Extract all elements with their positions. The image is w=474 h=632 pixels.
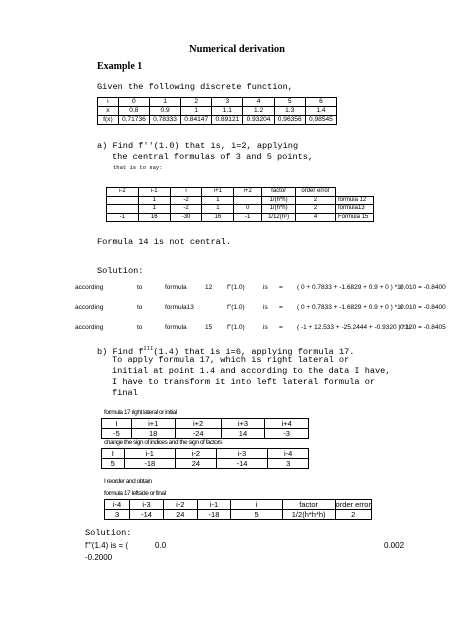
calc-g: = <box>279 304 283 311</box>
calc-f: is <box>263 284 268 291</box>
part-b-text-b: (1.4) that is i=6, applying formula 17. <box>153 346 355 357</box>
table-cell: Formula 15 <box>335 213 373 222</box>
table-cell: 0.78333 <box>149 116 180 125</box>
table-row <box>107 205 374 214</box>
table-cell: -18 <box>124 459 176 469</box>
part-a-line2: the central formulas of 3 and 5 points, <box>112 152 314 162</box>
table-cell: -14 <box>130 510 164 520</box>
table-cell: -18 <box>197 510 231 520</box>
table-cell: 0 <box>118 98 149 107</box>
table-cell: 4 <box>296 213 336 222</box>
table-cell: 0.8 <box>118 107 149 116</box>
table-cell: i+4 <box>265 419 309 429</box>
label-reorder: I reorder and obtain <box>104 478 152 485</box>
label-formula17-left: formula 17 leftside or final <box>104 490 166 497</box>
formula17-left-table <box>104 499 372 520</box>
calc-expr: ( 0 + 0.7833 + -1.6829 + 0.9 + 0 ) *1/ <box>297 304 403 311</box>
calc-a: according <box>75 324 104 331</box>
table-cell: i-4 <box>268 449 309 459</box>
label-change-sign: change the sign of indices and the sign of factors <box>104 439 222 446</box>
part-a-line1: a) Find f''(1.0) that is, i=2, applying <box>97 141 299 151</box>
table-cell: 1.4 <box>305 107 336 116</box>
table-cell: -2 <box>170 205 202 214</box>
calc-f: is <box>263 304 268 311</box>
table-cell: i-3 <box>130 500 164 510</box>
intro-text: Given the following discrete function, <box>97 82 293 92</box>
calc-d: 12 <box>205 284 213 291</box>
table-cell: 16 <box>138 213 170 222</box>
calc-res: 0.010 = -0.8400 <box>400 284 446 291</box>
table-cell: -1 <box>107 213 139 222</box>
table-cell: 1.3 <box>274 107 305 116</box>
table-cell: 1 <box>202 205 234 214</box>
table-cell: -30 <box>170 213 202 222</box>
calc-e: f''(1.0) <box>227 324 245 331</box>
table-row <box>98 98 337 107</box>
calc-e: f''(1.0) <box>227 284 245 291</box>
solution-label-1: Solution: <box>97 266 144 276</box>
table-cell: 0 <box>234 205 262 214</box>
table-cell: 1 <box>202 196 234 205</box>
table-cell: i+3 <box>221 419 265 429</box>
table-cell: i-2 <box>107 188 139 197</box>
table-cell <box>107 205 139 214</box>
solution-label-2: Solution: <box>85 528 132 538</box>
table-row <box>102 419 309 429</box>
table-cell: f(x) <box>98 116 119 125</box>
calc-g: = <box>279 284 283 291</box>
table-cell: -24 <box>175 429 221 439</box>
table-cell: -3 <box>265 429 309 439</box>
table-cell: 1/12(h²) <box>262 213 296 222</box>
table-cell: i-2 <box>163 500 197 510</box>
table-cell: 24 <box>176 459 217 469</box>
table-cell: 3 <box>268 459 309 469</box>
table-cell: 0.84147 <box>181 116 212 125</box>
table-cell: i+2 <box>175 419 221 429</box>
calc-expr: ( 0 + 0.7833 + -1.6829 + 0.9 + 0 ) *1/ <box>297 284 403 291</box>
example-heading: Example 1 <box>97 61 143 72</box>
table-row <box>102 429 309 439</box>
table-cell: i-1 <box>124 449 176 459</box>
table-cell: formula 12 <box>335 196 373 205</box>
part-b-line3: initial at point 1.4 and according to the data I have, <box>112 366 391 376</box>
part-b-text-a: b) Find f <box>97 346 144 357</box>
table-cell: formula13 <box>335 205 373 214</box>
table-cell: I <box>102 419 132 429</box>
page-title: Numerical derivation <box>189 44 285 55</box>
table-cell: 0.96356 <box>274 116 305 125</box>
table-cell: 2 <box>181 98 212 107</box>
table-row <box>105 510 372 520</box>
table-cell: -2 <box>170 196 202 205</box>
calc-b: to <box>137 324 143 331</box>
table-cell: 3 <box>212 98 243 107</box>
table-row <box>107 213 374 222</box>
formula17-right-table <box>101 418 309 439</box>
formula17-changed-table <box>101 448 309 469</box>
table-cell: 1/2(h*h*h) <box>282 510 335 520</box>
table-cell: 2 <box>296 196 336 205</box>
table-row <box>107 188 374 197</box>
part-b-sup: III <box>143 345 154 352</box>
table-cell: 0.9 <box>149 107 180 116</box>
table-cell: 5 <box>231 510 282 520</box>
table-cell: i+2 <box>234 188 262 197</box>
table-cell: 1 <box>181 107 212 116</box>
table-cell: i-1 <box>138 188 170 197</box>
table-row <box>105 500 372 510</box>
final-lhs: f'''(1.4) is = ( <box>85 541 129 550</box>
calc-e: f''(1.0) <box>227 304 245 311</box>
table-cell <box>234 196 262 205</box>
part-b-line4: I have to transform it into left lateral formula or <box>112 377 376 387</box>
table-cell: i-4 <box>105 500 130 510</box>
table-row <box>98 107 337 116</box>
table-cell: i+1 <box>131 419 175 429</box>
calc-c: formula <box>165 284 187 291</box>
calc-b: to <box>137 304 143 311</box>
table-cell: 16 <box>202 213 234 222</box>
calc-a: according <box>75 304 104 311</box>
table-cell: i <box>231 500 282 510</box>
formula14-note: Formula 14 is not central. <box>97 237 232 247</box>
table-cell: 4 <box>243 98 274 107</box>
table-cell: 2 <box>335 510 372 520</box>
calc-b: to <box>137 284 143 291</box>
table-cell: 1.2 <box>243 107 274 116</box>
table-row <box>102 459 309 469</box>
table-row <box>98 116 337 125</box>
calc-res: 0.010 = -0.8400 <box>400 304 446 311</box>
table-cell: order error <box>296 188 336 197</box>
label-formula17-right: formula 17 right lateral or initial <box>104 409 177 416</box>
table-cell: 5 <box>274 98 305 107</box>
table-row <box>102 449 309 459</box>
table-cell: i <box>98 98 119 107</box>
table-cell: 14 <box>221 429 265 439</box>
part-b-line2: To apply formula 17, which is right lateral or <box>112 355 350 365</box>
table-cell: x <box>98 107 119 116</box>
table-cell <box>107 196 139 205</box>
table-cell: 5 <box>102 459 125 469</box>
calc-f: is <box>263 324 268 331</box>
table-row <box>107 196 374 205</box>
function-table <box>97 97 337 125</box>
table-cell <box>335 188 373 197</box>
table-cell: i <box>170 188 202 197</box>
final-right: 0.002 <box>384 541 405 550</box>
table-cell: 6 <box>305 98 336 107</box>
table-cell: i-3 <box>216 449 268 459</box>
table-cell: -5 <box>102 429 132 439</box>
table-cell: I <box>102 449 125 459</box>
table-cell: factor <box>282 500 335 510</box>
part-a-line3: that is to say: <box>113 164 163 171</box>
central-formulas-table <box>106 187 374 222</box>
table-cell: 0.89121 <box>212 116 243 125</box>
table-cell: 0.93204 <box>243 116 274 125</box>
part-b-line5: final <box>112 388 138 398</box>
calc-res: 0.120 = -0.8405 <box>400 324 446 331</box>
table-cell: i-2 <box>176 449 217 459</box>
calc-d: 15 <box>205 324 213 331</box>
calc-a: according <box>75 284 104 291</box>
table-cell: 3 <box>105 510 130 520</box>
table-cell: -14 <box>216 459 268 469</box>
table-cell: 24 <box>163 510 197 520</box>
table-cell: i+1 <box>202 188 234 197</box>
final-result: -0.2000 <box>85 553 113 562</box>
table-cell: order error <box>335 500 371 509</box>
table-cell: factor <box>262 188 296 197</box>
final-mid: 0.0 <box>155 541 167 550</box>
table-cell: 1.1 <box>212 107 243 116</box>
calc-c: formula <box>165 324 187 331</box>
calc-g: = <box>279 324 283 331</box>
table-cell: 1 <box>149 98 180 107</box>
calc-expr: ( -1 + 12.533 + -25.2444 + -0.9320 ) *1/ <box>297 324 411 331</box>
table-cell: i-1 <box>197 500 231 510</box>
table-cell: 2 <box>296 205 336 214</box>
table-cell: 1/(h*h) <box>262 196 296 205</box>
calc-c: formula13 <box>165 304 194 311</box>
table-cell: 1/(h*h) <box>262 205 296 214</box>
table-cell: 0.71736 <box>118 116 149 125</box>
table-cell: -1 <box>234 213 262 222</box>
table-cell: 18 <box>131 429 175 439</box>
table-cell: 1 <box>138 205 170 214</box>
table-cell: 0.98545 <box>305 116 336 125</box>
table-cell: 1 <box>138 196 170 205</box>
